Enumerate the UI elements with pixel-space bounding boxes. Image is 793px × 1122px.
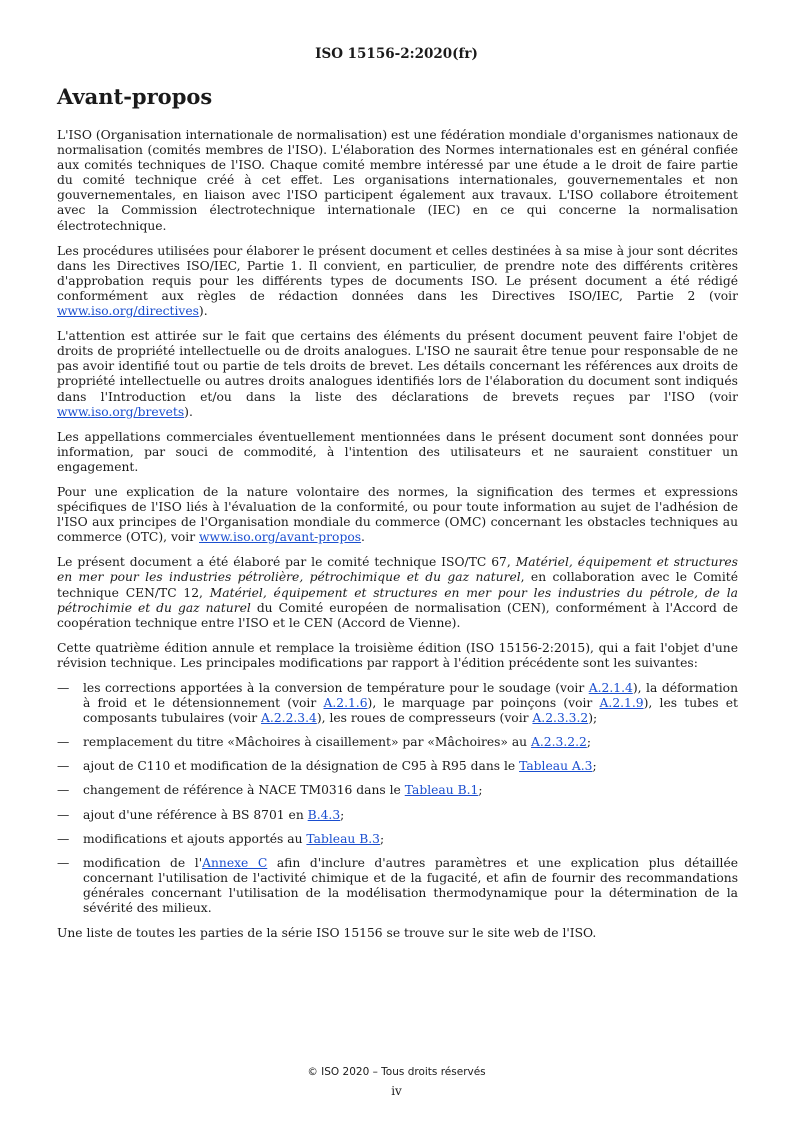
document-header: ISO 15156-2:2020(fr) — [315, 46, 478, 62]
ref-link-b43[interactable]: B.4.3 — [307, 807, 341, 822]
paragraph-voluntary-nature: Pour une explication de la nature volontaire des normes, la signification des termes et expressions spécifiques de l'ISO liés à l'évaluation de la conformité, ou pour toute information au sujet de l'adhésion de l'ISO aux principes de l'Organisation mondiale du commerce (OMC) concernant les obstacles techniques au commerce (OTC), voir www.iso.org/avant-propos. — [57, 484, 738, 545]
patents-link[interactable]: www.iso.org/brevets — [57, 404, 185, 419]
dash-bullet: — — [57, 807, 70, 822]
ref-link-a2234[interactable]: A.2.2.3.4 — [261, 711, 317, 726]
page-number: iv — [391, 1084, 402, 1098]
document-body — [57, 128, 738, 951]
dash-bullet: — — [57, 681, 70, 695]
dash-bullet: — — [57, 855, 70, 870]
list-item: — ajout de C110 et modification de la désignation de C95 à R95 dans le Tableau A.3; — [57, 759, 597, 774]
dash-bullet: — — [57, 783, 70, 798]
paragraph-edition: Cette quatrième édition annule et remplace la troisième édition (ISO 15156-2:2015), qui a fait l'objet d'une révision technique. Les principales modifications par rapport à l'édition précédente sont les suivantes: — [57, 640, 738, 670]
list-item: — modification de l'Annexe C afin d'inclure d'autres paramètres et une explication plus détaillée concernant l'utilisation de l'activité chimique et de la fugacité, et afin de fournir des recommandations générales concernant l'utilisation de la modélisation thermodynamique pour la détermination de la sévérité des milieux. — [57, 855, 738, 916]
list-item: — remplacement du titre «Mâchoires à cisaillement» par «Mâchoires» au A.2.3.2.2; — [57, 735, 591, 750]
paragraph-committee: Le présent document a été élaboré par le comité technique ISO/TC 67, Matériel, équipement et structures en mer pour les industries pétrolière, pétrochimique et du gaz naturel, en collaboration avec le Comité technique CEN/TC 12, Matériel, équipement et structures en mer pour les industries du pétrole, de la pétrochimie et du gaz naturel du Comité européen de normalisation (CEN), conformément à l'Accord de coopération technique entre l'ISO et le CEN (Accord de Vienne). — [57, 555, 739, 630]
dash-bullet: — — [57, 831, 70, 846]
ref-link-a2332[interactable]: A.2.3.3.2 — [532, 711, 589, 726]
paragraph-series: Une liste de toutes les parties de la série ISO 15156 se trouve sur le site web de l'ISO. — [57, 926, 597, 941]
page-title: Avant-propos — [57, 84, 213, 109]
paragraph-patents: L'attention est attirée sur le fait que certains des éléments du présent document peuvent faire l'objet de droits de propriété intellectuelle ou de droits analogues. L'ISO ne saurait être tenue pour responsable de ne pas avoir identifié tout ou partie de tels droits de brevet. Les détails concernant les références aux droits de propriété intellectuelle ou autres droits analogues identifiés lors de l'élaboration du document sont indiqués dans l'Introduction et/ou dans la liste des déclarations de brevets reçues par l'ISO (voir www.iso.org/brevets). — [57, 329, 738, 419]
foreword-link[interactable]: www.iso.org/avant-propos — [199, 530, 362, 545]
list-item: — modifications et ajouts apportés au Tableau B.3; — [57, 831, 385, 846]
dash-bullet: — — [57, 759, 70, 774]
list-item: — ajout d'une référence à BS 8701 en B.4.3; — [57, 807, 345, 822]
list-item: — changement de référence à NACE TM0316 dans le Tableau B.1; — [57, 783, 483, 798]
list-item: — les corrections apportées à la conversion de température pour le soudage (voir A.2.1.4), la déformation à froid et le détensionnement (voir A.2.1.6), le marquage par poinçons (voir A.2.1.9), les tubes et composants tubulaires (voir A.2.2.3.4), les roues de compresseurs (voir A.2.3.3.2); — [57, 681, 738, 726]
paragraph-iso-intro: L'ISO (Organisation internationale de normalisation) est une fédération mondiale d'organismes nationaux de normalisation (comités membres de l'ISO). L'élaboration des Normes internationales est en général confiée aux comités techniques de l'ISO. Chaque comité membre intéressé par une étude a le droit de faire partie du comité technique créé à cet effet. Les organisations internationales, gouvernementales et non gouvernementales, en liaison avec l'ISO participent également aux travaux. L'ISO collabore étroitement avec la Commission électrotechnique internationale (IEC) en ce qui concerne la normalisation électrotechnique. — [57, 128, 738, 233]
copyright-footer: © ISO 2020 – Tous droits réservés — [307, 1066, 486, 1078]
ref-link-a2322[interactable]: A.2.3.2.2 — [531, 735, 587, 750]
ref-link-annex-c[interactable]: Annexe C — [202, 855, 268, 870]
dash-bullet: — — [57, 735, 70, 750]
ref-link-table-b1[interactable]: Tableau B.1 — [404, 783, 479, 798]
paragraph-procedures: Les procédures utilisées pour élaborer le présent document et celles destinées à sa mise à jour sont décrites dans les Directives ISO/IEC, Partie 1. Il convient, en particulier, de prendre note des différents critères d'approbation requis pour les différents types de documents ISO. Le présent document a été rédigé conformément aux règles de rédaction données dans les Directives ISO/IEC, Partie 2 (voir www.iso.org/directives). — [57, 243, 738, 319]
ref-link-a214[interactable]: A.2.1.4 — [588, 681, 633, 695]
ref-link-a216[interactable]: A.2.1.6 — [323, 696, 368, 711]
ref-link-a219[interactable]: A.2.1.9 — [599, 696, 644, 711]
directives-link[interactable]: www.iso.org/directives — [57, 304, 199, 319]
paragraph-trade-names: Les appellations commerciales éventuellement mentionnées dans le présent document sont données pour information, par souci de commodité, à l'intention des utilisateurs et ne sauraient constituer un engagement. — [57, 429, 738, 474]
changes-list — [57, 681, 738, 916]
ref-link-table-a3[interactable]: Tableau A.3 — [519, 759, 593, 774]
ref-link-table-b3[interactable]: Tableau B.3 — [306, 831, 381, 846]
